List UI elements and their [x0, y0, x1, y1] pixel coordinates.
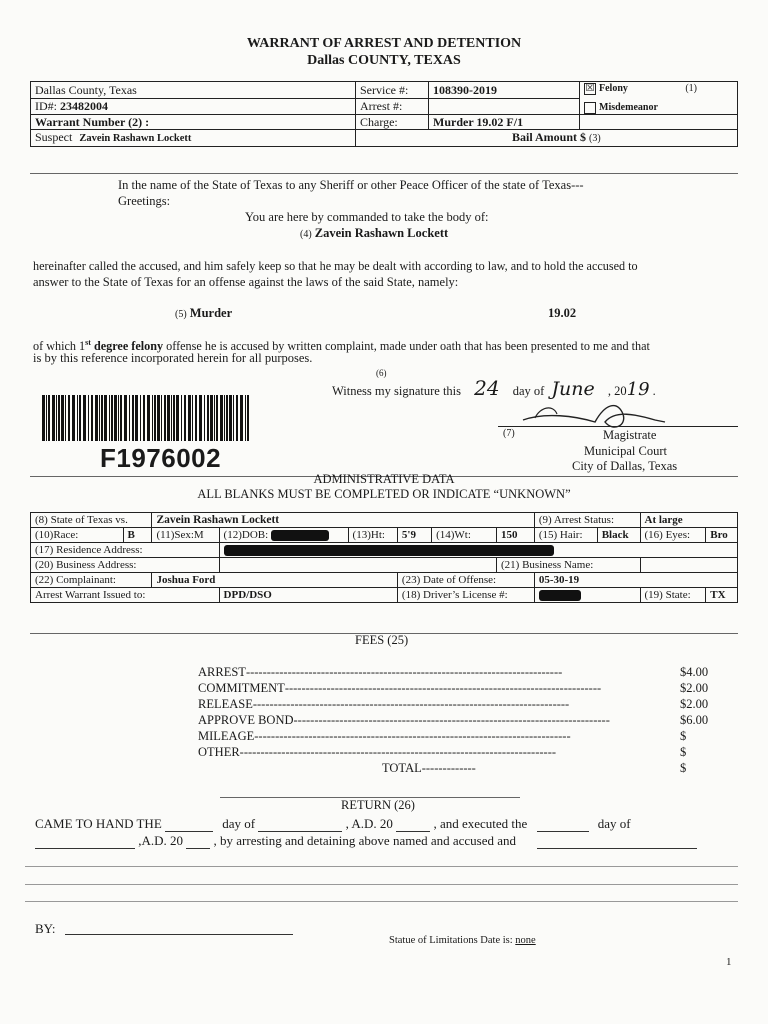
witness-day-of: day of [512, 384, 545, 398]
page-number: 1 [726, 956, 732, 968]
day-blank[interactable] [165, 819, 213, 832]
barcode-bar [99, 395, 100, 441]
accused-line [300, 225, 448, 243]
complainant-value: Joshua Ford [152, 573, 397, 588]
divider [30, 173, 738, 174]
came-to-hand: CAME TO HAND THE [35, 816, 162, 831]
barcode-bar [247, 395, 249, 441]
height-value: 5'9 [397, 528, 431, 543]
barcode-bar [245, 395, 246, 441]
fee-label: MILEAGE---------------------------------------------------------------------------- [198, 729, 571, 743]
barcode-bar [109, 395, 110, 441]
magistrate-court: Municipal Court [584, 444, 667, 458]
fee-amount: $2.00 [680, 681, 709, 695]
barcode-bar [46, 395, 47, 441]
id-cell [31, 98, 356, 115]
admin-title: ADMINISTRATIVE DATA [313, 472, 455, 486]
barcode-bar [129, 395, 130, 441]
height-label: (13)Ht: [348, 528, 397, 543]
limitations-label: Statue of Limitations Date is: [389, 935, 513, 946]
magistrate-title: Magistrate [603, 428, 657, 442]
ad-20-label-2: ,A.D. 20 [138, 833, 184, 848]
weight-label: (14)Wt: [432, 528, 497, 543]
business-name-value [640, 558, 737, 573]
business-address-value [219, 558, 496, 573]
drivers-license-label: (18) Driver’s License #: [397, 588, 534, 603]
fee-total-row [198, 760, 708, 776]
fee-label: APPROVE BOND---------------------------------------------------------------------------- [198, 713, 610, 727]
barcode-bar [52, 395, 55, 441]
suspect-cell [31, 130, 356, 147]
return-line-1 [35, 815, 631, 832]
race-value: B [123, 528, 152, 543]
divider [25, 901, 738, 902]
document-title: WARRANT OF ARREST AND DETENTION [246, 36, 522, 51]
document-subtitle: Dallas COUNTY, TEXAS [307, 53, 461, 68]
barcode-bar [72, 395, 75, 441]
barcode-bar [147, 395, 150, 441]
barcode-bar [140, 395, 141, 441]
hair-value: Black [597, 528, 640, 543]
eyes-label: (16) Eyes: [640, 528, 706, 543]
barcode-bar [173, 395, 175, 441]
accused-name: Zavein Rashawn Lockett [314, 226, 449, 240]
barcode-number: F1976002 [100, 443, 222, 473]
barcode-bar [124, 395, 127, 441]
barcode-bar [204, 395, 205, 441]
charge-extra [580, 115, 738, 130]
barcode-bar [83, 395, 86, 441]
misdemeanor-label: Misdemeanor [599, 102, 658, 113]
suspect-name: Zavein Rashawn Lockett [79, 133, 192, 144]
barcode-bar [65, 395, 66, 441]
admin-table [30, 512, 738, 603]
fee-amount: $2.00 [680, 697, 709, 711]
ad-20-label: , A.D. 20 [345, 816, 393, 831]
fee-total-amount: $ [680, 761, 687, 775]
county-text: Dallas County, Texas [35, 82, 137, 97]
barcode-bar [91, 395, 93, 441]
class-cell [580, 82, 738, 115]
fee-row [198, 680, 708, 696]
by-label: BY: [35, 921, 56, 936]
id-value: 23482004 [60, 99, 108, 114]
fee-amount: $ [680, 745, 687, 759]
degree-suffix: offense he is accused by written complaint, made under oath that has been presented to me and that [163, 339, 650, 354]
barcode-bar [226, 395, 228, 441]
divider [25, 866, 738, 867]
charge-value: Murder 19.02 F/1 [429, 115, 580, 130]
fee-amount: $4.00 [680, 665, 709, 679]
barcode-bar [120, 395, 122, 441]
felony-field-number: (1) [685, 83, 697, 94]
fee-label: OTHER---------------------------------------------------------------------------- [198, 745, 557, 759]
service-label: Service #: [356, 82, 429, 99]
misdemeanor-checkbox[interactable] [584, 102, 596, 114]
day-of-label: day of [222, 816, 256, 831]
day-of-label-2: day of [597, 816, 631, 831]
barcode-bar [164, 395, 166, 441]
barcode-bar [143, 395, 145, 441]
business-name-label: (21) Business Name: [497, 558, 641, 573]
barcode-bar [236, 395, 238, 441]
legal-paragraph-2: answer to the State of Texas for an offense against the laws of the said State, namely: [33, 275, 459, 289]
barcode-bar [48, 395, 50, 441]
witness-field-number: (6) [376, 368, 387, 378]
barcode-bar [224, 395, 225, 441]
county-cell [31, 82, 356, 99]
issued-to-value: DPD/DSO [219, 588, 397, 603]
month-blank[interactable] [258, 819, 342, 832]
felony-label: Felony [599, 83, 628, 94]
arresting-label: , by arresting and detaining above named and accused and [213, 833, 517, 848]
eyes-value: Bro [706, 528, 738, 543]
admin-subtitle: ALL BLANKS MUST BE COMPLETED OR INDICATE “UNKNOWN” [197, 487, 571, 501]
warrant-number-label: Warrant Number (2) : [31, 115, 356, 130]
degree-felony: degree felony [90, 339, 164, 354]
barcode-image [42, 395, 250, 443]
barcode-bar [214, 395, 215, 441]
barcode-bar [152, 395, 153, 441]
barcode-bar [216, 395, 218, 441]
magistrate-field-number: (7) [503, 428, 515, 439]
offense-date-label: (23) Date of Offense: [397, 573, 534, 588]
divider [25, 884, 738, 885]
witness-day: 24 [474, 376, 500, 400]
witness-label: Witness my signature this [332, 384, 461, 398]
residence-label: (17) Residence Address: [31, 543, 220, 558]
fee-row [198, 664, 708, 680]
return-title: RETURN (26) [341, 798, 415, 812]
business-address-label: (20) Business Address: [31, 558, 220, 573]
exec-year-blank[interactable] [186, 836, 210, 849]
bail-field-number: (3) [589, 133, 601, 144]
offense-date-value: 05-30-19 [534, 573, 737, 588]
fee-label: COMMITMENT---------------------------------------------------------------------------- [198, 681, 602, 695]
bail-label: Bail Amount $ [512, 130, 587, 144]
weight-value: 150 [497, 528, 535, 543]
offense-name: Murder [189, 306, 233, 320]
fee-amount: $ [680, 729, 687, 743]
detaining-blank[interactable] [537, 836, 697, 849]
id-label: ID#: [35, 99, 57, 114]
drivers-license-value [534, 588, 640, 603]
charge-label: Charge: [356, 115, 429, 130]
command-text: You are here by commanded to take the body of: [245, 210, 489, 224]
barcode-bar [132, 395, 134, 441]
witness-line: Witness my signature this 24 day of June , 2019 . [332, 376, 656, 400]
race-label: (10)Race: [31, 528, 124, 543]
barcode-bar [95, 395, 98, 441]
barcode-bar [176, 395, 179, 441]
limitations-line [389, 935, 536, 946]
suspect-label: Suspect [35, 130, 73, 144]
arrest-number [429, 98, 580, 115]
warrant-header-table [30, 81, 738, 147]
barcode-bar [61, 395, 64, 441]
fees-title: FEES (25) [355, 633, 409, 647]
return-line-2 [35, 832, 697, 849]
barcode-bar [154, 395, 156, 441]
barcode-bar [101, 395, 103, 441]
barcode-bar [220, 395, 223, 441]
bail-cell [356, 130, 738, 147]
dob-label: (12)DOB: [223, 529, 269, 541]
barcode-bar [192, 395, 193, 441]
fee-row [198, 744, 708, 760]
barcode-bar [199, 395, 202, 441]
year-blank[interactable] [396, 819, 430, 832]
issued-to-label: Arrest Warrant Issued to: [31, 588, 220, 603]
fee-total-label: TOTAL------------- [382, 761, 476, 775]
barcode-bar [171, 395, 172, 441]
barcode-bar [77, 395, 78, 441]
fee-label: ARREST---------------------------------------------------------------------------- [198, 665, 563, 679]
barcode-bar [161, 395, 162, 441]
fee-label: RELEASE---------------------------------------------------------------------------- [198, 697, 570, 711]
fee-row [198, 712, 708, 728]
barcode-bar [42, 395, 45, 441]
dob-redaction [271, 530, 329, 541]
magistrate-city: City of Dallas, Texas [572, 459, 678, 473]
complainant-label: (22) Complainant: [31, 573, 152, 588]
greeting-line: In the name of the State of Texas to any Sheriff or other Peace Officer of the state of Texas--- [118, 178, 584, 192]
residence-redaction [224, 545, 554, 556]
barcode-bar [167, 395, 170, 441]
barcode-bar [135, 395, 138, 441]
sex-label: (11)Sex:M [152, 528, 219, 543]
barcode-bar [207, 395, 209, 441]
exec-day-blank[interactable] [537, 819, 589, 832]
degree-prefix: of which 1 [33, 339, 86, 354]
barcode-bar [233, 395, 234, 441]
legal-paragraph-4: is by this reference incorporated herein for all purposes. [33, 351, 313, 365]
arrest-status-label: (9) Arrest Status: [534, 513, 640, 528]
barcode-bar [157, 395, 160, 441]
barcode-bar [56, 395, 57, 441]
barcode-bar [118, 395, 119, 441]
barcode-bar [184, 395, 186, 441]
felony-checkbox[interactable]: ☒ [585, 82, 595, 94]
arrest-label: Arrest #: [356, 98, 429, 115]
witness-year-prefix: , 20 [607, 384, 627, 398]
barcode-bar [88, 395, 89, 441]
witness-year: 19 [626, 379, 650, 400]
barcode-bar [58, 395, 60, 441]
barcode-bar [104, 395, 107, 441]
barcode-bar [188, 395, 191, 441]
fee-row [198, 696, 708, 712]
fee-row [198, 728, 708, 744]
barcode-bar [181, 395, 182, 441]
greetings: Greetings: [118, 194, 171, 208]
witness-month: June [551, 378, 595, 400]
arrest-status-value: At large [640, 513, 737, 528]
executed-label: , and executed the [433, 816, 528, 831]
license-redaction [539, 590, 581, 601]
barcode-bar [210, 395, 213, 441]
state-label: (19) State: [640, 588, 706, 603]
legal-paragraph-1: hereinafter called the accused, and him safely keep so that he may be dealt with according to law, and to hold the accused to [33, 259, 638, 273]
accused-field-number: (4) [300, 229, 312, 240]
barcode-bar [240, 395, 243, 441]
dob-cell [219, 528, 348, 543]
limitations-value: none [515, 935, 536, 946]
exec-month-blank[interactable] [35, 836, 135, 849]
barcode-bar [68, 395, 70, 441]
service-number: 108390-2019 [429, 82, 580, 99]
residence-value [219, 543, 737, 558]
degree-sup: st [85, 338, 91, 347]
offense-statute: 19.02 [548, 306, 577, 320]
state-vs-label: (8) State of Texas vs. [31, 513, 152, 528]
barcode-bar [114, 395, 117, 441]
offense-field-number: (5) [175, 309, 187, 320]
state-vs-value: Zavein Rashawn Lockett [152, 513, 534, 528]
hair-label: (15) Hair: [534, 528, 597, 543]
state-value: TX [706, 588, 738, 603]
by-signature-line [65, 934, 293, 935]
barcode-bar [79, 395, 81, 441]
fees-table [198, 664, 708, 776]
fee-amount: $6.00 [680, 713, 709, 727]
barcode-bar [111, 395, 113, 441]
barcode-bar [195, 395, 197, 441]
offense-line [175, 305, 232, 323]
barcode-bar [229, 395, 232, 441]
